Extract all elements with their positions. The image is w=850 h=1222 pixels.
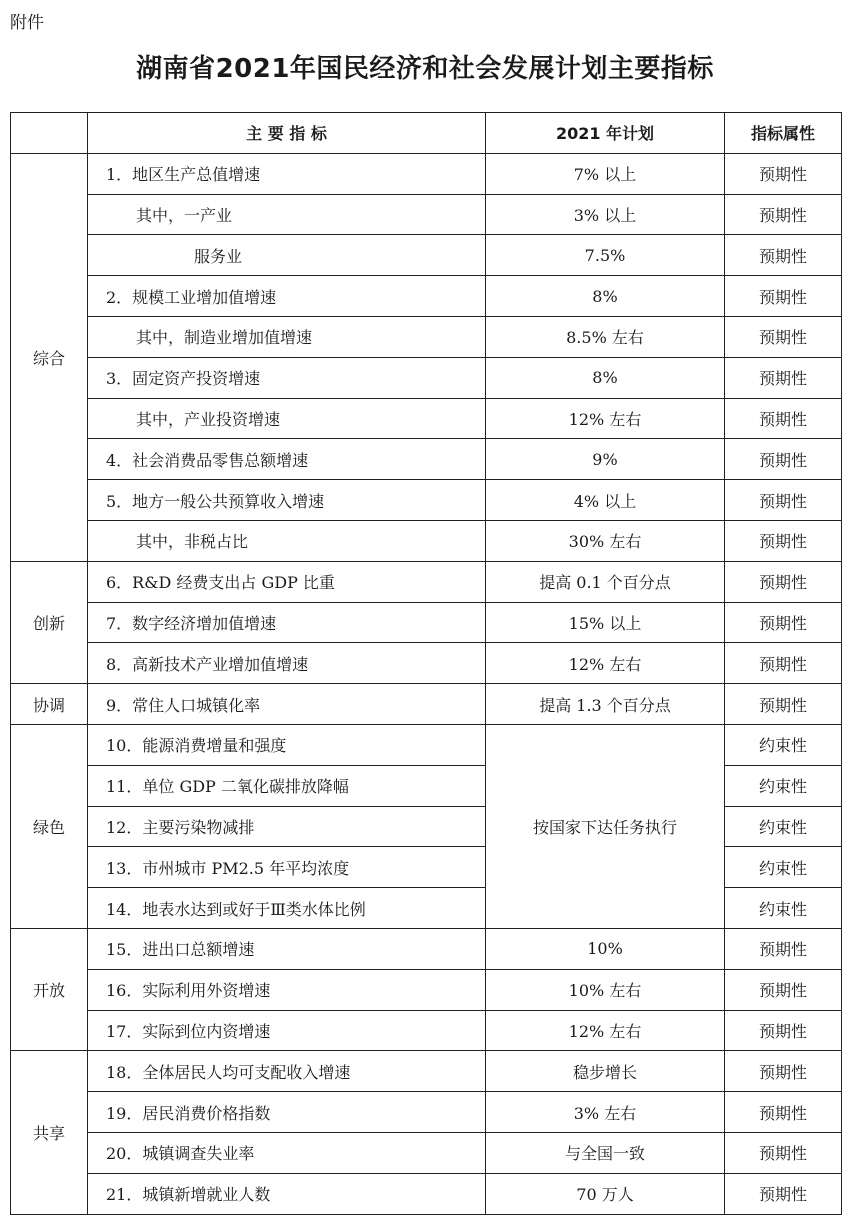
plan-value: 8% bbox=[486, 357, 725, 398]
attribute-value: 预期性 bbox=[725, 1051, 842, 1092]
plan-value: 30% 左右 bbox=[486, 520, 725, 561]
plan-value-merged: 按国家下达任务执行 bbox=[486, 724, 725, 928]
header-plan: 2021 年计划 bbox=[486, 113, 725, 154]
indicator-name: 4．社会消费品零售总额增速 bbox=[88, 439, 486, 480]
attribute-value: 预期性 bbox=[725, 398, 842, 439]
plan-value: 9% bbox=[486, 439, 725, 480]
table-row bbox=[11, 643, 842, 684]
header-category bbox=[11, 113, 88, 154]
attribute-value: 预期性 bbox=[725, 480, 842, 521]
table-row bbox=[11, 398, 842, 439]
plan-value: 7% 以上 bbox=[486, 153, 725, 194]
plan-value: 3% 以上 bbox=[486, 194, 725, 235]
indicator-name: 12．主要污染物减排 bbox=[88, 806, 486, 847]
plan-value: 12% 左右 bbox=[486, 643, 725, 684]
table-row bbox=[11, 1010, 842, 1051]
table-row bbox=[11, 235, 842, 276]
indicator-name: 7．数字经济增加值增速 bbox=[88, 602, 486, 643]
category-chuangxin: 创新 bbox=[11, 561, 88, 683]
page-title: 湖南省2021年国民经济和社会发展计划主要指标 bbox=[136, 54, 714, 84]
indicators-table bbox=[10, 112, 842, 1215]
attribute-value: 预期性 bbox=[725, 1132, 842, 1173]
attribute-value: 预期性 bbox=[725, 643, 842, 684]
indicator-name: 5．地方一般公共预算收入增速 bbox=[88, 480, 486, 521]
table-row bbox=[11, 357, 842, 398]
plan-value: 与全国一致 bbox=[486, 1132, 725, 1173]
attribute-value: 预期性 bbox=[725, 439, 842, 480]
indicator-name: 2．规模工业增加值增速 bbox=[88, 276, 486, 317]
indicator-name: 9．常住人口城镇化率 bbox=[88, 684, 486, 725]
indicator-name: 11．单位 GDP 二氧化碳排放降幅 bbox=[88, 765, 486, 806]
plan-value: 8% bbox=[486, 276, 725, 317]
indicator-name: 服务业 bbox=[88, 235, 486, 276]
indicator-name: 10．能源消费增量和强度 bbox=[88, 724, 486, 765]
table-row bbox=[11, 684, 842, 725]
plan-value: 10% bbox=[486, 928, 725, 969]
indicator-name: 16．实际利用外资增速 bbox=[88, 969, 486, 1010]
attribute-value: 约束性 bbox=[725, 806, 842, 847]
attribute-value: 预期性 bbox=[725, 357, 842, 398]
attribute-value: 约束性 bbox=[725, 724, 842, 765]
attribute-value: 预期性 bbox=[725, 194, 842, 235]
table-header-row bbox=[11, 113, 842, 154]
indicator-name: 其中，产业投资增速 bbox=[88, 398, 486, 439]
table-row bbox=[11, 1092, 842, 1133]
attribute-value: 预期性 bbox=[725, 969, 842, 1010]
header-indicator: 主 要 指 标 bbox=[88, 113, 486, 154]
indicator-name: 21．城镇新增就业人数 bbox=[88, 1173, 486, 1214]
indicator-name: 17．实际到位内资增速 bbox=[88, 1010, 486, 1051]
indicator-name: 1．地区生产总值增速 bbox=[88, 153, 486, 194]
plan-value: 70 万人 bbox=[486, 1173, 725, 1214]
indicator-name: 8．高新技术产业增加值增速 bbox=[88, 643, 486, 684]
plan-value: 10% 左右 bbox=[486, 969, 725, 1010]
category-kaifang: 开放 bbox=[11, 928, 88, 1050]
table-row bbox=[11, 1132, 842, 1173]
table-row bbox=[11, 480, 842, 521]
indicator-name: 14．地表水达到或好于Ⅲ类水体比例 bbox=[88, 888, 486, 929]
attribute-value: 约束性 bbox=[725, 765, 842, 806]
indicator-name: 15．进出口总额增速 bbox=[88, 928, 486, 969]
attribute-value: 约束性 bbox=[725, 888, 842, 929]
plan-value: 稳步增长 bbox=[486, 1051, 725, 1092]
attribute-value: 预期性 bbox=[725, 684, 842, 725]
attribute-value: 预期性 bbox=[725, 602, 842, 643]
indicator-name: 6．R&D 经费支出占 GDP 比重 bbox=[88, 561, 486, 602]
table-row bbox=[11, 1173, 842, 1214]
category-xietiao: 协调 bbox=[11, 684, 88, 725]
indicator-name: 3．固定资产投资增速 bbox=[88, 357, 486, 398]
indicator-name: 18．全体居民人均可支配收入增速 bbox=[88, 1051, 486, 1092]
attribute-value: 预期性 bbox=[725, 276, 842, 317]
attribute-value: 预期性 bbox=[725, 520, 842, 561]
indicator-name: 其中，一产业 bbox=[88, 194, 486, 235]
table-row bbox=[11, 316, 842, 357]
table-row bbox=[11, 276, 842, 317]
plan-value: 3% 左右 bbox=[486, 1092, 725, 1133]
attribute-value: 预期性 bbox=[725, 561, 842, 602]
table-row bbox=[11, 969, 842, 1010]
table-row bbox=[11, 561, 842, 602]
table-row bbox=[11, 602, 842, 643]
attribute-value: 预期性 bbox=[725, 1092, 842, 1133]
table-row bbox=[11, 153, 842, 194]
plan-value: 4% 以上 bbox=[486, 480, 725, 521]
attribute-value: 预期性 bbox=[725, 316, 842, 357]
attribute-value: 预期性 bbox=[725, 1010, 842, 1051]
plan-value: 12% 左右 bbox=[486, 398, 725, 439]
plan-value: 7.5% bbox=[486, 235, 725, 276]
attribute-value: 预期性 bbox=[725, 153, 842, 194]
plan-value: 提高 0.1 个百分点 bbox=[486, 561, 725, 602]
attribute-value: 预期性 bbox=[725, 235, 842, 276]
plan-value: 提高 1.3 个百分点 bbox=[486, 684, 725, 725]
plan-value: 8.5% 左右 bbox=[486, 316, 725, 357]
attribute-value: 约束性 bbox=[725, 847, 842, 888]
indicator-name: 20．城镇调查失业率 bbox=[88, 1132, 486, 1173]
table-row bbox=[11, 520, 842, 561]
plan-value: 15% 以上 bbox=[486, 602, 725, 643]
attachment-label: 附件 bbox=[10, 13, 44, 33]
indicator-name: 其中，制造业增加值增速 bbox=[88, 316, 486, 357]
indicator-name: 19．居民消费价格指数 bbox=[88, 1092, 486, 1133]
attribute-value: 预期性 bbox=[725, 928, 842, 969]
indicator-name: 13．市州城市 PM2.5 年平均浓度 bbox=[88, 847, 486, 888]
plan-value: 12% 左右 bbox=[486, 1010, 725, 1051]
table-row bbox=[11, 194, 842, 235]
category-gongxiang: 共享 bbox=[11, 1051, 88, 1214]
header-attribute: 指标属性 bbox=[725, 113, 842, 154]
category-lvse: 绿色 bbox=[11, 724, 88, 928]
table-row bbox=[11, 724, 842, 765]
table-row bbox=[11, 439, 842, 480]
table-row bbox=[11, 928, 842, 969]
indicator-name: 其中，非税占比 bbox=[88, 520, 486, 561]
attribute-value: 预期性 bbox=[725, 1173, 842, 1214]
table-row bbox=[11, 1051, 842, 1092]
category-zonghe: 综合 bbox=[11, 153, 88, 561]
